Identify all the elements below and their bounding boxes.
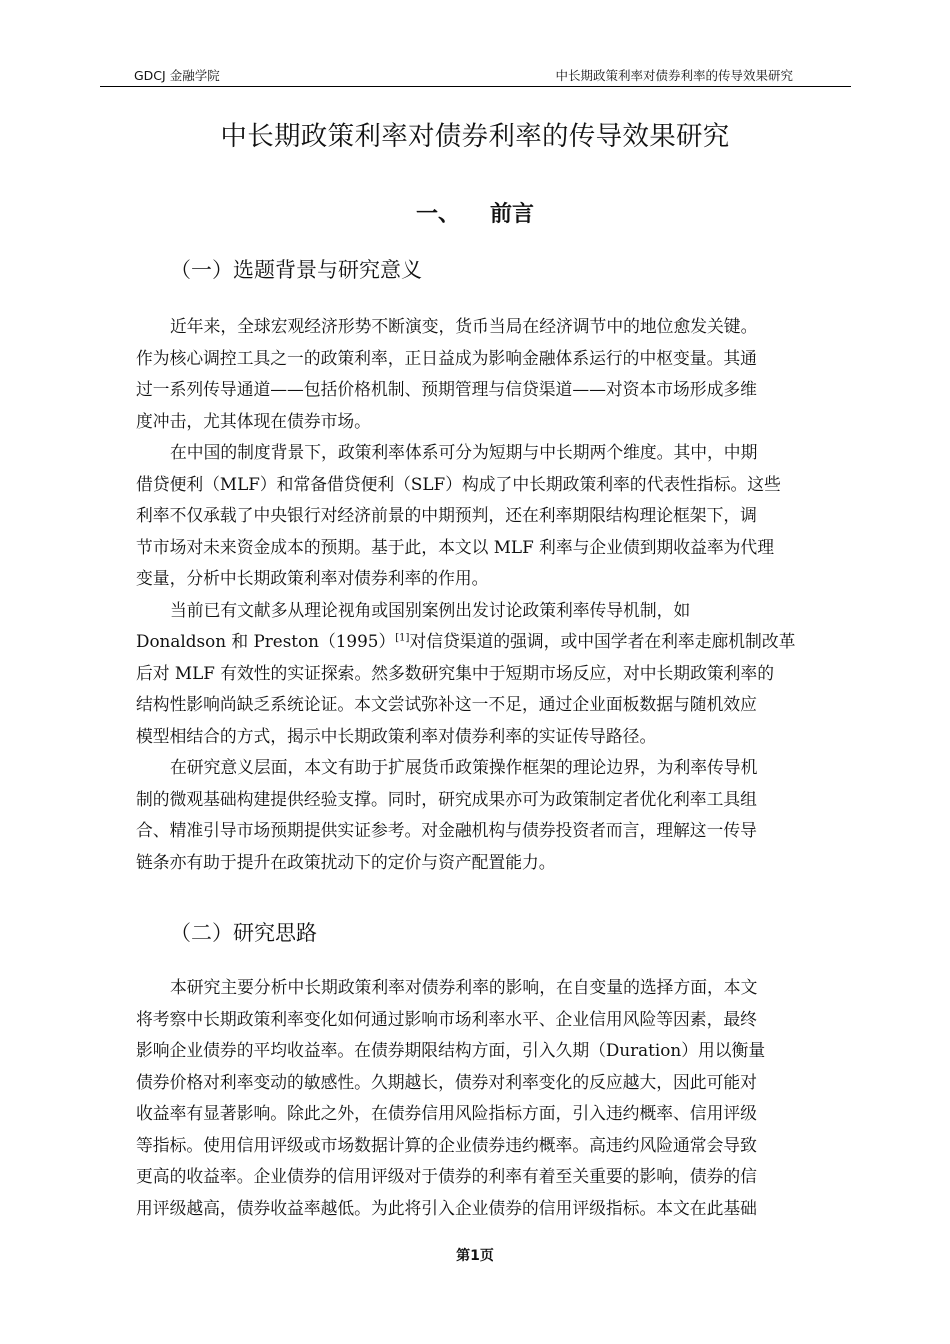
text-line: 更高的收益率。企业债券的信用评级对于债券的利率有着至关重要的影响，债券的信 [136,1166,757,1186]
subsection-heading-approach: （二）研究思路 [170,921,317,945]
text-line: 影响企业债券的平均收益率。在债券期限结构方面，引入久期（Duration）用以衡量 [136,1040,766,1060]
text-line: 合、精准引导市场预期提供实证参考。对金融机构与债券投资者而言，理解这一传导 [136,820,757,840]
header-running-title: 中长期政策利率对债券利率的传导效果研究 [555,68,793,83]
text-line-with-citation [136,626,850,658]
text-line: 过一系列传导通道——包括价格机制、预期管理与信贷渠道——对资本市场形成多维 [136,379,757,399]
text-line: 近年来，全球宏观经济形势不断演变，货币当局在经济调节中的地位愈发关键。 [170,316,758,336]
paragraph [136,311,850,437]
text-line: 制的微观基础构建提供经验支撑。同时，研究成果亦可为政策制定者优化利率工具组 [136,788,757,809]
text-line: 变量，分析中长期政策利率对债券利率的作用。 [136,568,489,588]
text-line: 后对 MLF 有效性的实证探索。然多数研究集中于短期市场反应，对中长期政策利率的 [136,662,774,683]
page-header [100,66,851,87]
text-line: 用评级越高，债券收益率越低。为此将引入企业债券的信用评级指标。本文在此基础 [136,1197,757,1218]
document-title: 中长期政策利率对债券利率的传导效果研究 [220,121,730,152]
section-title: 前言 [490,202,535,227]
paragraph [136,437,850,595]
paragraph [136,595,850,753]
text-line: 作为核心调控工具之一的政策利率，正日益成为影响金融体系运行的中枢变量。其通 [136,347,757,368]
citation-reference[interactable]: [1] [395,632,410,644]
citation-authors: Donaldson 和 Preston（1995） [136,631,396,651]
subsection-body-approach [136,972,850,1224]
text-line: 本研究主要分析中长期政策利率对债券利率的影响，在自变量的选择方面，本文 [170,977,758,997]
text-line: 债券价格对利率变动的敏感性。久期越长，债券对利率变化的反应越大，因此可能对 [136,1071,757,1092]
text-line: 结构性影响尚缺乏系统论证。本文尝试弥补这一不足，通过企业面板数据与随机效应 [136,694,757,714]
citation-continuation: 对信贷渠道的强调，或中国学者在利率走廊机制改革 [409,631,796,651]
text-line: 当前已有文献多从理论视角或国别案例出发讨论政策利率传导机制，如 [170,599,691,620]
text-line: 模型相结合的方式，揭示中长期政策利率对债券利率的实证传导路径。 [136,725,657,746]
paragraph [136,752,850,878]
paragraph [136,972,850,1224]
text-line: 在中国的制度背景下，政策利率体系可分为短期与中长期两个维度。其中，中期 [170,442,758,462]
text-line: 在研究意义层面，本文有助于扩展货币政策操作框架的理论边界，为利率传导机 [170,757,758,777]
text-line: 借贷便利（MLF）和常备借贷便利（SLF）构成了中长期政策利率的代表性指标。这些 [136,473,781,494]
text-line: 将考察中长期政策利率变化如何通过影响市场利率水平、企业信用风险等因素，最终 [136,1008,757,1029]
text-line: 节市场对未来资金成本的预期。基于此，本文以 MLF 利率与企业债到期收益率为代理 [136,536,774,557]
text-line: 等指标。使用信用评级或市场数据计算的企业债券违约概率。高违约风险通常会导致 [136,1134,757,1155]
subsection-heading-background: （一）选题背景与研究意义 [170,258,422,282]
section-heading-preface [0,198,950,232]
text-line: 利率不仅承载了中央银行对经济前景的中期预判，还在利率期限结构理论框架下，调 [136,505,757,525]
text-line: 收益率有显著影响。除此之外，在债券信用风险指标方面，引入违约概率、信用评级 [136,1103,757,1123]
text-line: 链条亦有助于提升在政策扰动下的定价与资产配置能力。 [136,851,556,872]
header-institution: GDCJ 金融学院 [134,68,220,83]
text-line: 度冲击，尤其体现在债券市场。 [136,410,371,431]
page-number: 第1页 [456,1248,494,1264]
subsection-body-background [136,311,850,878]
section-number: 一、 [415,202,460,227]
